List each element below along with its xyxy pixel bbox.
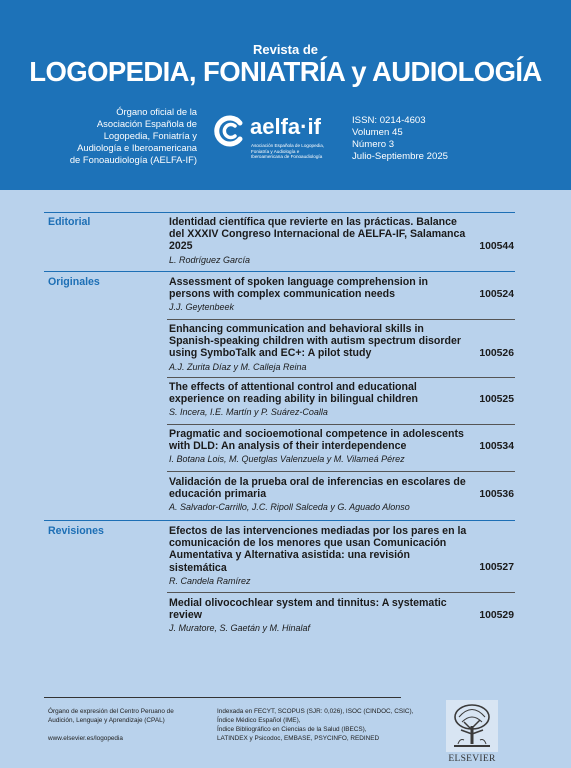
aelfa-if-logo xyxy=(213,112,343,164)
logo-sub-line: Asociación Española de Logopedia, xyxy=(251,143,325,148)
article-title: Pragmatic and socioemotional competence in adolescents with DLD: An analysis of their interdependence xyxy=(169,428,464,453)
section-originales: Originales xyxy=(48,276,100,288)
volume: Volumen 45 xyxy=(352,127,403,138)
article-divider xyxy=(167,592,515,593)
logo-subtitle xyxy=(251,143,324,160)
issue-info xyxy=(352,115,448,163)
footer-organ-line: Órgano de expresión del Centro Peruano de xyxy=(48,708,174,715)
article-divider xyxy=(167,377,515,378)
footer-divider xyxy=(44,697,401,698)
article-page: 100544 xyxy=(479,241,514,252)
footer-organ-line: Audición, Lenguaje y Aprendizaje (CPAL) xyxy=(48,717,165,724)
article-authors: R. Candela Ramírez xyxy=(169,575,251,586)
article-title: Efectos de las intervenciones mediadas por los pares en la comunicación de los menores que usan Comunicación Aumentativa y Alternativa asistida: una revisión sistemática xyxy=(169,525,467,574)
article-entry[interactable] xyxy=(169,216,517,266)
organ-line: Órgano oficial de la xyxy=(116,106,197,117)
article-page: 100526 xyxy=(479,348,514,359)
aelfa-swirl-icon xyxy=(213,114,247,148)
article-entry[interactable] xyxy=(169,381,517,418)
footer-organ xyxy=(48,707,174,725)
section-editorial: Editorial xyxy=(48,216,91,228)
revista-label: Revista de xyxy=(252,42,319,57)
article-page: 100527 xyxy=(479,562,514,573)
article-title: The effects of attentional control and educational experience on reading ability in bilingual children xyxy=(169,381,419,406)
article-authors: J. Muratore, S. Gaetán y M. Hinalaf xyxy=(169,623,311,634)
article-divider xyxy=(167,471,515,472)
article-entry[interactable] xyxy=(169,323,517,373)
section-divider xyxy=(44,520,515,521)
issue-date: Julio-Septiembre 2025 xyxy=(352,151,448,162)
article-page: 100529 xyxy=(479,610,514,621)
footer-indexing xyxy=(217,707,413,743)
organ-line: de Fonoaudiología (AELFA-IF) xyxy=(69,154,197,165)
article-authors: A.J. Zurita Díaz y M. Calleja Reina xyxy=(169,361,307,372)
article-page: 100534 xyxy=(479,441,514,452)
journal-header xyxy=(0,0,571,190)
logo-sub-line: Iberoamericana de Fonoaudiología xyxy=(251,154,323,160)
indexing-line: LATINDEX y Psicodoc, EMBASE, PSYCINFO, REDINED xyxy=(217,735,380,742)
article-authors: S. Incera, I.E. Martín y P. Suárez-Coalla xyxy=(169,407,328,418)
article-title: Identidad científica que revierte en las prácticas. Balance del XXXIV Congreso Internacional de AELFA-IF, Salamanca 2025 xyxy=(169,216,466,253)
logo-sub-line: Foniatría y Audiología e xyxy=(251,148,300,154)
indexing-line: Indexada en FECYT, SCOPUS (SJR: 0,026), ISOC (CINDOC, CSIC), xyxy=(217,708,414,715)
section-revisiones: Revisiones xyxy=(48,525,104,537)
journal-title: LOGOPEDIA, FONIATRÍA y AUDIOLOGÍA xyxy=(29,56,542,87)
article-page: 100524 xyxy=(479,289,514,300)
issue-number: Número 3 xyxy=(352,139,395,150)
issn: ISSN: 0214-4603 xyxy=(352,115,426,126)
organ-line: Audiología e Iberoamericana xyxy=(77,142,197,153)
article-title: Medial olivocochlear system and tinnitus: A systematic review xyxy=(169,597,447,622)
article-entry[interactable] xyxy=(169,525,517,587)
article-authors: L. Rodríguez García xyxy=(169,254,251,265)
publisher-name: ELSEVIER xyxy=(448,754,496,764)
organ-line: Asociación Española de xyxy=(96,118,197,129)
article-entry[interactable] xyxy=(169,276,517,313)
article-authors: I. Botana Lois, M. Quetglas Valenzuela y M. Vilameá Pérez xyxy=(169,454,405,465)
article-authors: A. Salvador-Carrillo, J.C. Ripoll Salceda y G. Aguado Alonso xyxy=(169,502,410,513)
article-title: Enhancing communication and behavioral skills in Spanish-speaking children with autism spectrum disorder using SymboTalk and EC+: A pilot study xyxy=(169,323,461,360)
indexing-line: Índice Bibliográfico en Ciencias de la Salud (IBECS), xyxy=(217,726,367,733)
article-entry[interactable] xyxy=(169,597,517,634)
organ-line: Logopedia, Foniatría y xyxy=(103,130,197,141)
article-divider xyxy=(167,424,515,425)
article-entry[interactable] xyxy=(169,428,517,465)
section-divider xyxy=(44,212,515,213)
elsevier-logo xyxy=(446,700,498,764)
article-title: Validación de la prueba oral de inferencias en escolares de educación primaria xyxy=(169,476,466,501)
article-divider xyxy=(167,319,515,320)
footer-url[interactable]: www.elsevier.es/logopedia xyxy=(48,735,123,742)
indexing-line: Índice Médico Español (IME), xyxy=(217,717,301,724)
logo-name: aelfa·if xyxy=(250,114,321,139)
article-page: 100536 xyxy=(479,489,514,500)
article-authors: J.J. Geytenbeek xyxy=(169,302,235,313)
article-entry[interactable] xyxy=(169,476,517,513)
official-organ-text xyxy=(7,106,197,166)
article-page: 100525 xyxy=(479,394,514,405)
article-title: Assessment of spoken language comprehension in persons with complex communication needs xyxy=(169,276,429,301)
section-divider xyxy=(44,271,515,272)
elsevier-tree-icon xyxy=(446,700,498,752)
